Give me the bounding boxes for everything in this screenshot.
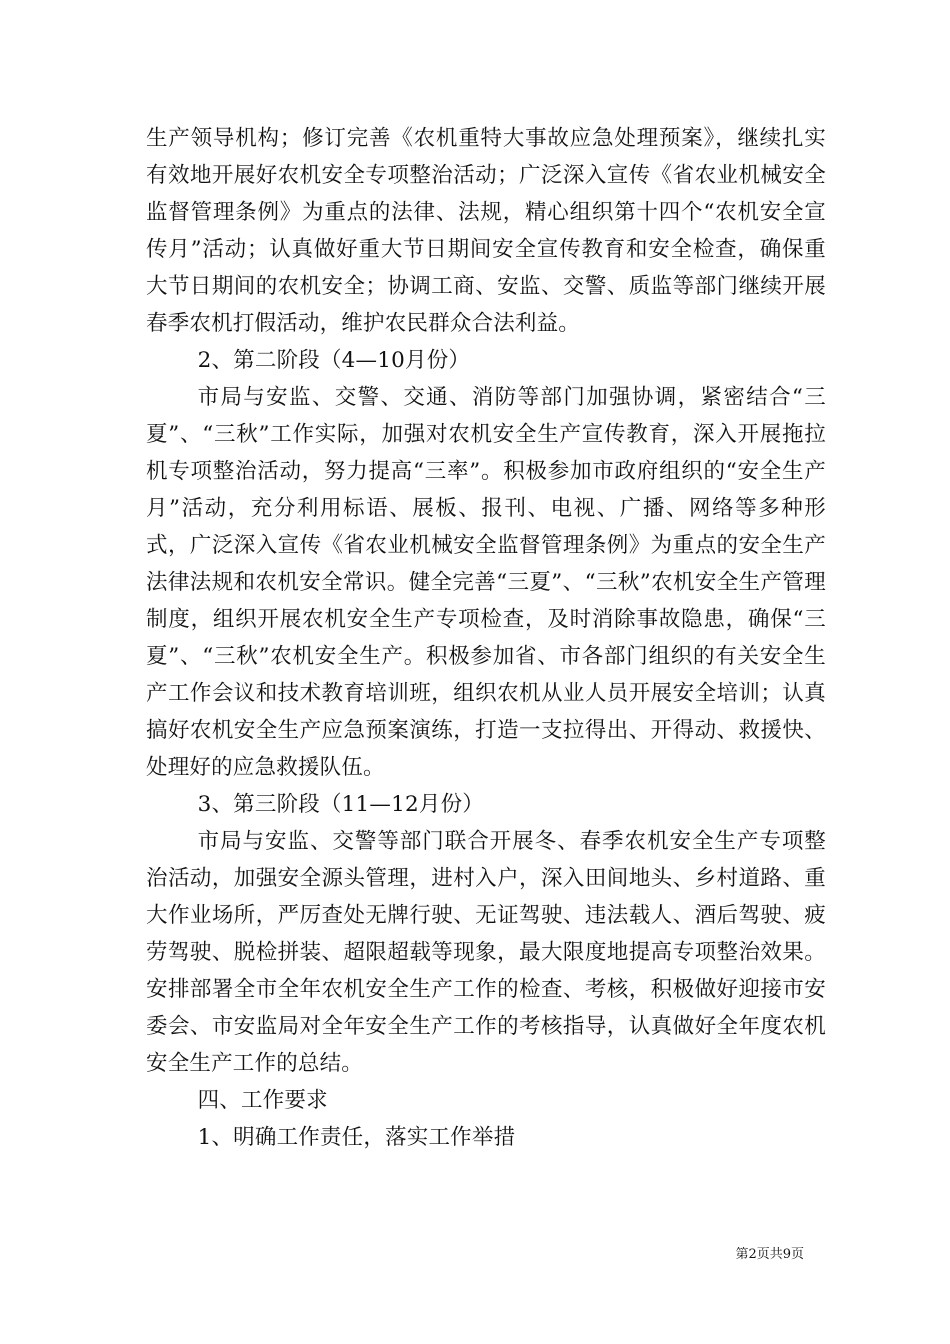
paragraph-stage1-continuation: 生产领导机构；修订完善《农机重特大事故应急处理预案》，继续扎实有效地开展好农机安全专项整治活动；广泛深入宣传《省农业机械安全监督管理条例》为重点的法律、法规，精心组织第十四个“农机安全宣传月”活动；认真做好重大节日期间安全宣传教育和安全检查，确保重大节日期间的农机安全；协调工商、安监、交警、质监等部门继续开展春季农机打假活动，维护农民群众合法利益。 bbox=[146, 126, 826, 336]
heading-stage-2: 2、第二阶段（4—10月份） bbox=[197, 348, 471, 373]
heading-work-requirements: 四、工作要求 bbox=[197, 1088, 328, 1113]
paragraph-stage-2: 市局与安监、交警、交通、消防等部门加强协调，紧密结合“三夏”、“三秋”工作实际，加强对农机安全生产宣传教育，深入开展拖拉机专项整治活动，努力提高“三率”。积极参加市政府组织的“安全生产月”活动，充分利用标语、展板、报刊、电视、广播、网络等多种形式，广泛深入宣传《省农业机械安全监督管理条例》为重点的安全生产法律法规和农机安全常识。健全完善“三夏”、“三秋”农机安全生产管理制度，组织开展农机安全生产专项检查，及时消除事故隐患，确保“三夏”、“三秋”农机安全生产。积极参加省、市各部门组织的有关安全生产工作会议和技术教育培训班，组织农机从业人员开展安全培训；认真搞好农机安全生产应急预案演练，打造一支拉得出、开得动、救援快、处理好的应急救援队伍。 bbox=[146, 385, 826, 780]
heading-requirement-1: 1、明确工作责任，落实工作举措 bbox=[197, 1125, 516, 1150]
document-body bbox=[146, 120, 826, 1156]
paragraph-stage-3: 市局与安监、交警等部门联合开展冬、春季农机安全生产专项整治活动，加强安全源头管理，进村入户，深入田间地头、乡村道路、重大作业场所，严厉查处无牌行驶、无证驾驶、违法载人、酒后驾驶、疲劳驾驶、脱检拼装、超限超载等现象，最大限度地提高专项整治效果。安排部署全市全年农机安全生产工作的检查、考核，积极做好迎接市安委会、市安监局对全年安全生产工作的考核指导，认真做好全年度农机安全生产工作的总结。 bbox=[146, 829, 826, 1076]
heading-stage-3: 3、第三阶段（11—12月份） bbox=[197, 792, 484, 817]
page-number: 第2页共9页 bbox=[735, 1247, 804, 1262]
